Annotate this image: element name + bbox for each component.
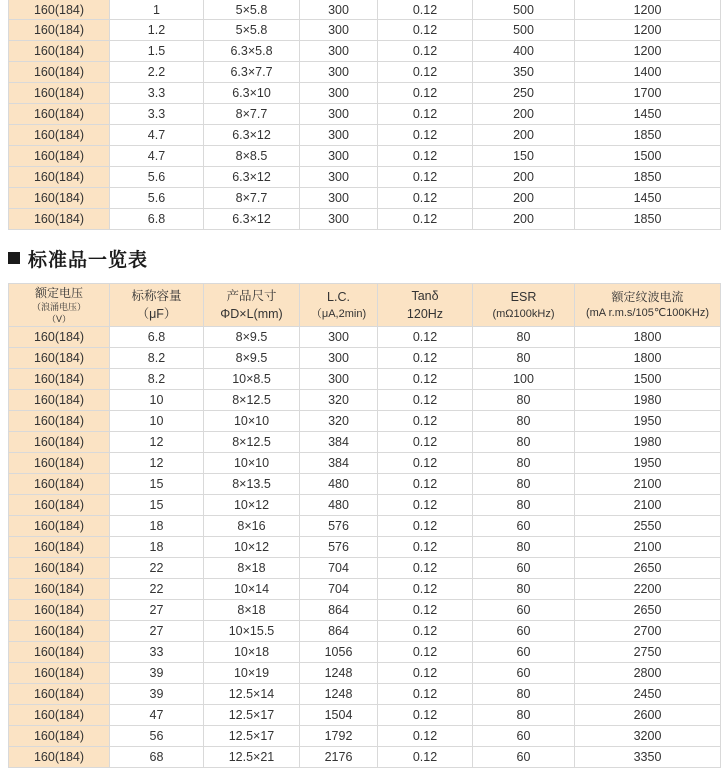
table-cell: 160(184): [9, 684, 110, 705]
table-cell: 160(184): [9, 726, 110, 747]
table-cell: 0.12: [378, 125, 473, 146]
table-cell: 300: [300, 0, 378, 20]
table-cell: 10×15.5: [204, 621, 300, 642]
header-ripple-current: [575, 284, 721, 327]
header-size: [204, 284, 300, 327]
table-cell: 60: [473, 621, 575, 642]
top-table-body: [9, 0, 721, 230]
table-cell: 6.3×12: [204, 125, 300, 146]
table-cell: 10×10: [204, 411, 300, 432]
table-cell: 80: [473, 411, 575, 432]
table-cell: 1: [110, 0, 204, 20]
table-row: [9, 705, 721, 726]
table-cell: 160(184): [9, 125, 110, 146]
table-cell: 1200: [575, 41, 721, 62]
table-row: [9, 684, 721, 705]
table-cell: 6.8: [110, 209, 204, 230]
table-cell: 160(184): [9, 453, 110, 474]
header-unit: （μF）: [136, 307, 177, 321]
table-row: [9, 495, 721, 516]
table-cell: 0.12: [378, 41, 473, 62]
table-cell: 2200: [575, 579, 721, 600]
table-cell: 160(184): [9, 495, 110, 516]
table-cell: 6.3×7.7: [204, 62, 300, 83]
table-cell: 864: [300, 621, 378, 642]
table-cell: 8×12.5: [204, 390, 300, 411]
header-unit: （μA,2min): [310, 308, 367, 320]
table-cell: 160(184): [9, 41, 110, 62]
table-cell: 33: [110, 642, 204, 663]
table-cell: 10×14: [204, 579, 300, 600]
table-cell: 0.12: [378, 188, 473, 209]
table-cell: 80: [473, 579, 575, 600]
table-cell: 10×18: [204, 642, 300, 663]
table-cell: 80: [473, 684, 575, 705]
table-cell: 0.12: [378, 390, 473, 411]
table-cell: 1500: [575, 146, 721, 167]
table-cell: 15: [110, 495, 204, 516]
table-cell: 300: [300, 83, 378, 104]
table-cell: 10: [110, 390, 204, 411]
table-row: [9, 0, 721, 20]
table-row: [9, 621, 721, 642]
table-cell: 1200: [575, 20, 721, 41]
table-cell: 12: [110, 432, 204, 453]
table-cell: 2800: [575, 663, 721, 684]
table-cell: 160(184): [9, 747, 110, 768]
header-label: Tanδ: [411, 289, 439, 303]
table-cell: 0.12: [378, 705, 473, 726]
table-row: [9, 146, 721, 167]
table-cell: 160(184): [9, 369, 110, 390]
table-cell: 5×5.8: [204, 0, 300, 20]
table-cell: 300: [300, 146, 378, 167]
table-cell: 160(184): [9, 558, 110, 579]
table-cell: 1800: [575, 327, 721, 348]
table-cell: 0.12: [378, 600, 473, 621]
table-row: [9, 474, 721, 495]
capacitor-table-continued: [8, 0, 721, 230]
table-cell: 2100: [575, 537, 721, 558]
table-cell: 3.3: [110, 104, 204, 125]
table-cell: 8×9.5: [204, 327, 300, 348]
table-cell: 200: [473, 209, 575, 230]
header-rated-voltage: [9, 284, 110, 327]
table-cell: 864: [300, 600, 378, 621]
table-cell: 0.12: [378, 369, 473, 390]
table-cell: 10×12: [204, 495, 300, 516]
table-cell: 160(184): [9, 104, 110, 125]
header-unit: ΦD×L(mm): [220, 307, 283, 321]
table-cell: 60: [473, 642, 575, 663]
table-cell: 6.3×10: [204, 83, 300, 104]
table-cell: 27: [110, 621, 204, 642]
table-cell: 320: [300, 411, 378, 432]
table-cell: 1850: [575, 125, 721, 146]
table-cell: 10×19: [204, 663, 300, 684]
table-cell: 400: [473, 41, 575, 62]
table-cell: 8×16: [204, 516, 300, 537]
table-cell: 1800: [575, 348, 721, 369]
table-cell: 1.2: [110, 20, 204, 41]
table-cell: 5.6: [110, 167, 204, 188]
table-cell: 1.5: [110, 41, 204, 62]
table-cell: 10×8.5: [204, 369, 300, 390]
table-row: [9, 104, 721, 125]
header-label: L.C.: [327, 290, 350, 304]
table-cell: 2100: [575, 474, 721, 495]
table-cell: 0.12: [378, 62, 473, 83]
table-cell: 1248: [300, 663, 378, 684]
table-cell: 160(184): [9, 0, 110, 20]
table-cell: 300: [300, 41, 378, 62]
table-row: [9, 747, 721, 768]
table-cell: 160(184): [9, 188, 110, 209]
square-bullet-icon: [8, 252, 20, 264]
table-cell: 0.12: [378, 327, 473, 348]
table-cell: 300: [300, 20, 378, 41]
table-cell: 0.12: [378, 209, 473, 230]
table-row: [9, 663, 721, 684]
header-label: 产品尺寸: [226, 289, 277, 303]
header-label: 额定纹波电流: [611, 290, 684, 304]
table-cell: 4.7: [110, 125, 204, 146]
table-cell: 160(184): [9, 537, 110, 558]
table-cell: 1450: [575, 104, 721, 125]
table-row: [9, 642, 721, 663]
table-row: [9, 327, 721, 348]
header-label: 标称容量: [131, 289, 182, 303]
table-cell: 1980: [575, 432, 721, 453]
table-cell: 0.12: [378, 146, 473, 167]
table-cell: 160(184): [9, 146, 110, 167]
table-row: [9, 411, 721, 432]
table-cell: 0.12: [378, 684, 473, 705]
table-cell: 3350: [575, 747, 721, 768]
table-cell: 0.12: [378, 537, 473, 558]
table-cell: 8×18: [204, 600, 300, 621]
table-cell: 160(184): [9, 621, 110, 642]
table-cell: 0.12: [378, 348, 473, 369]
table-cell: 300: [300, 327, 378, 348]
table-row: [9, 516, 721, 537]
table-cell: 10×10: [204, 453, 300, 474]
table-cell: 60: [473, 558, 575, 579]
table-cell: 1700: [575, 83, 721, 104]
table-cell: 80: [473, 474, 575, 495]
table-cell: 8.2: [110, 348, 204, 369]
table-cell: 160(184): [9, 327, 110, 348]
table-cell: 5×5.8: [204, 20, 300, 41]
header-esr: [473, 284, 575, 327]
table-cell: 1504: [300, 705, 378, 726]
table-cell: 300: [300, 104, 378, 125]
table-cell: 160(184): [9, 474, 110, 495]
header-unit: 120Hz: [406, 307, 444, 321]
table-cell: 0.12: [378, 411, 473, 432]
table-cell: 2700: [575, 621, 721, 642]
table-row: [9, 348, 721, 369]
table-cell: 704: [300, 558, 378, 579]
table-cell: 2.2: [110, 62, 204, 83]
table-row: [9, 579, 721, 600]
table-row: [9, 188, 721, 209]
table-row: [9, 20, 721, 41]
table-cell: 1248: [300, 684, 378, 705]
table-row: [9, 41, 721, 62]
table-cell: 320: [300, 390, 378, 411]
table-cell: 8×7.7: [204, 188, 300, 209]
table-cell: 160(184): [9, 642, 110, 663]
table-cell: 1850: [575, 167, 721, 188]
table-cell: 704: [300, 579, 378, 600]
table-cell: 8×13.5: [204, 474, 300, 495]
table-cell: 160(184): [9, 83, 110, 104]
table-cell: 1980: [575, 390, 721, 411]
table-cell: 500: [473, 0, 575, 20]
table-cell: 6.3×12: [204, 209, 300, 230]
table-row: [9, 537, 721, 558]
table-cell: 160(184): [9, 20, 110, 41]
table-cell: 0.12: [378, 558, 473, 579]
table-cell: 1400: [575, 62, 721, 83]
table-cell: 8×7.7: [204, 104, 300, 125]
table-cell: 500: [473, 20, 575, 41]
table-cell: 0.12: [378, 726, 473, 747]
table-cell: 2600: [575, 705, 721, 726]
table-cell: 12.5×14: [204, 684, 300, 705]
table-cell: 4.7: [110, 146, 204, 167]
table-cell: 12.5×17: [204, 705, 300, 726]
table-cell: 0.12: [378, 167, 473, 188]
header-sublabel: （浪涌电压）: [31, 301, 86, 312]
table-cell: 2650: [575, 558, 721, 579]
table-cell: 100: [473, 369, 575, 390]
table-cell: 200: [473, 104, 575, 125]
table-cell: 160(184): [9, 411, 110, 432]
table-cell: 160(184): [9, 62, 110, 83]
table-cell: 160(184): [9, 390, 110, 411]
table-cell: 60: [473, 747, 575, 768]
table-cell: 160(184): [9, 432, 110, 453]
header-leakage-current: [300, 284, 378, 327]
table-cell: 56: [110, 726, 204, 747]
table-cell: 300: [300, 188, 378, 209]
table-cell: 5.6: [110, 188, 204, 209]
table-cell: 200: [473, 188, 575, 209]
table-cell: 8×8.5: [204, 146, 300, 167]
table-cell: 2750: [575, 642, 721, 663]
table-cell: 350: [473, 62, 575, 83]
section-title: 标准品一览表: [28, 249, 149, 271]
table-row: [9, 432, 721, 453]
table-cell: 300: [300, 209, 378, 230]
table-cell: 250: [473, 83, 575, 104]
table-cell: 0.12: [378, 663, 473, 684]
table-cell: 300: [300, 348, 378, 369]
table-cell: 22: [110, 579, 204, 600]
table-cell: 8×9.5: [204, 348, 300, 369]
table-cell: 2176: [300, 747, 378, 768]
table-cell: 0.12: [378, 474, 473, 495]
table-cell: 12.5×21: [204, 747, 300, 768]
table-cell: 68: [110, 747, 204, 768]
table-cell: 12: [110, 453, 204, 474]
table-cell: 576: [300, 516, 378, 537]
table-cell: 2450: [575, 684, 721, 705]
table-cell: 80: [473, 432, 575, 453]
header-unit: (mΩ100kHz): [492, 308, 555, 320]
table-row: [9, 600, 721, 621]
table-cell: 27: [110, 600, 204, 621]
table-cell: 0.12: [378, 642, 473, 663]
standard-products-table: [8, 283, 721, 768]
table-row: [9, 453, 721, 474]
table-cell: 22: [110, 558, 204, 579]
table-cell: 0.12: [378, 0, 473, 20]
table-cell: 150: [473, 146, 575, 167]
header-unit: （V）: [46, 313, 71, 324]
table-cell: 60: [473, 726, 575, 747]
table-cell: 300: [300, 125, 378, 146]
table-header-row: [9, 284, 721, 327]
table-cell: 8.2: [110, 369, 204, 390]
table-cell: 15: [110, 474, 204, 495]
table-row: [9, 83, 721, 104]
table-cell: 160(184): [9, 516, 110, 537]
table-cell: 60: [473, 516, 575, 537]
table-cell: 200: [473, 167, 575, 188]
table-cell: 160(184): [9, 579, 110, 600]
table-cell: 480: [300, 495, 378, 516]
table-cell: 0.12: [378, 495, 473, 516]
table-cell: 0.12: [378, 453, 473, 474]
header-label: 额定电压: [34, 285, 83, 300]
table-cell: 39: [110, 663, 204, 684]
table-row: [9, 62, 721, 83]
table-row: [9, 558, 721, 579]
table-cell: 60: [473, 663, 575, 684]
table-cell: 3.3: [110, 83, 204, 104]
table-cell: 1950: [575, 411, 721, 432]
table-cell: 1450: [575, 188, 721, 209]
table-cell: 39: [110, 684, 204, 705]
table-cell: 1056: [300, 642, 378, 663]
table-cell: 80: [473, 327, 575, 348]
table-cell: 160(184): [9, 348, 110, 369]
table-cell: 200: [473, 125, 575, 146]
table-cell: 2550: [575, 516, 721, 537]
table-cell: 80: [473, 495, 575, 516]
table-cell: 8×12.5: [204, 432, 300, 453]
table-cell: 1950: [575, 453, 721, 474]
table-row: [9, 209, 721, 230]
table-cell: 80: [473, 390, 575, 411]
table-cell: 10: [110, 411, 204, 432]
header-unit: (mA r.m.s/105℃100KHz): [585, 307, 709, 319]
table-cell: 80: [473, 453, 575, 474]
table-cell: 8×18: [204, 558, 300, 579]
table-cell: 384: [300, 432, 378, 453]
table-row: [9, 390, 721, 411]
table-cell: 1200: [575, 0, 721, 20]
table-cell: 0.12: [378, 621, 473, 642]
table-cell: 160(184): [9, 209, 110, 230]
table-cell: 160(184): [9, 663, 110, 684]
table-cell: 6.8: [110, 327, 204, 348]
table-row: [9, 167, 721, 188]
table-cell: 0.12: [378, 747, 473, 768]
table-cell: 300: [300, 62, 378, 83]
table-cell: 0.12: [378, 20, 473, 41]
table-cell: 160(184): [9, 705, 110, 726]
table-cell: 1500: [575, 369, 721, 390]
table-row: [9, 369, 721, 390]
table-cell: 0.12: [378, 104, 473, 125]
table-cell: 0.12: [378, 432, 473, 453]
table-cell: 2100: [575, 495, 721, 516]
table-cell: 384: [300, 453, 378, 474]
table-cell: 160(184): [9, 167, 110, 188]
table-cell: 1792: [300, 726, 378, 747]
table-cell: 2650: [575, 600, 721, 621]
table-cell: 80: [473, 537, 575, 558]
table-cell: 18: [110, 516, 204, 537]
table-cell: 0.12: [378, 579, 473, 600]
main-table-body: [9, 327, 721, 768]
table-cell: 0.12: [378, 516, 473, 537]
table-cell: 60: [473, 600, 575, 621]
table-row: [9, 726, 721, 747]
table-cell: 18: [110, 537, 204, 558]
table-cell: 6.3×5.8: [204, 41, 300, 62]
table-cell: 80: [473, 705, 575, 726]
header-label: ESR: [510, 290, 537, 304]
table-cell: 3200: [575, 726, 721, 747]
header-capacitance: [110, 284, 204, 327]
table-cell: 80: [473, 348, 575, 369]
table-cell: 12.5×17: [204, 726, 300, 747]
table-cell: 0.12: [378, 83, 473, 104]
table-cell: 6.3×12: [204, 167, 300, 188]
table-cell: 300: [300, 369, 378, 390]
table-cell: 47: [110, 705, 204, 726]
table-cell: 300: [300, 167, 378, 188]
table-row: [9, 125, 721, 146]
table-cell: 1850: [575, 209, 721, 230]
section-heading: [8, 244, 148, 272]
table-cell: 576: [300, 537, 378, 558]
table-cell: 160(184): [9, 600, 110, 621]
header-tan-delta: [378, 284, 473, 327]
table-cell: 10×12: [204, 537, 300, 558]
table-cell: 480: [300, 474, 378, 495]
